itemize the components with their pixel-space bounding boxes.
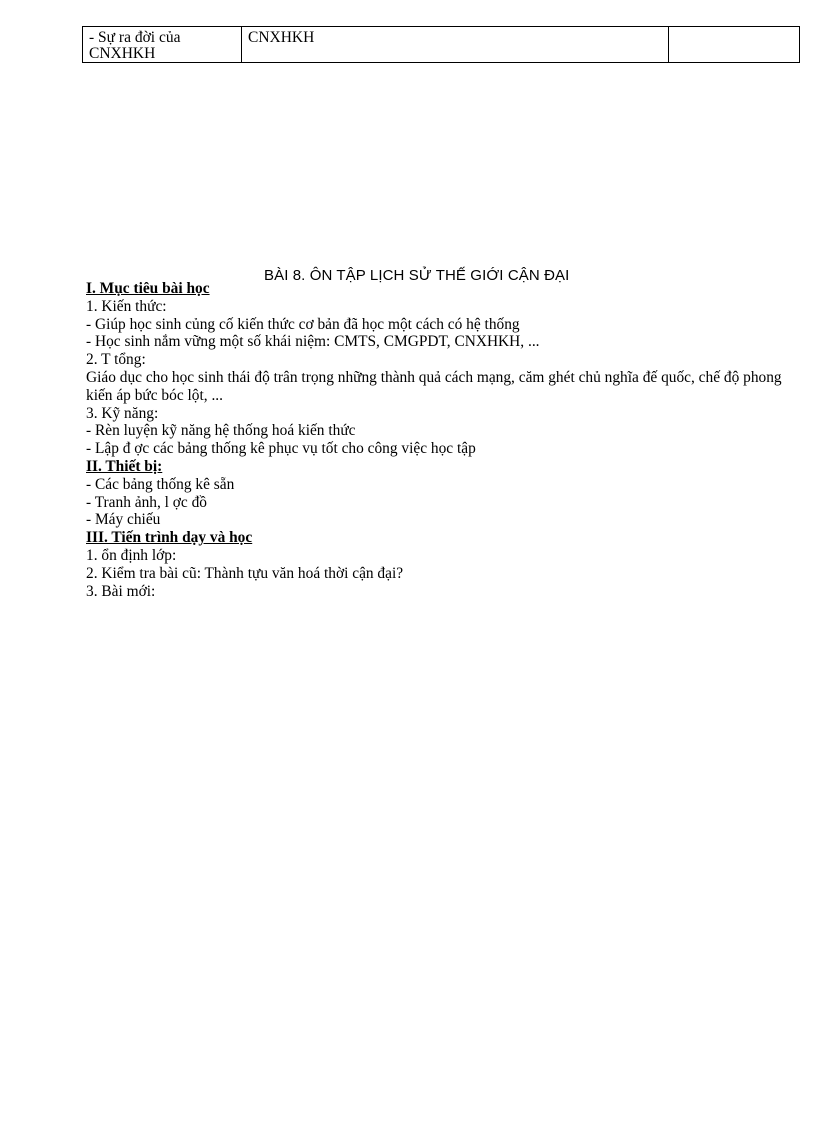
section-heading-equipment: II. Thiết bị: (86, 457, 163, 475)
subsection-knowledge: 1. Kiến thức: (86, 297, 167, 315)
table-cell-topic (83, 27, 242, 63)
list-item: 3. Bài mới: (86, 582, 156, 600)
table-cell-empty (669, 27, 800, 63)
subsection-attitude: 2. T tổng: (86, 351, 146, 369)
table-cell-content (242, 27, 669, 63)
subsection-skills: 3. Kỹ năng: (86, 404, 159, 422)
list-item: 2. Kiểm tra bài cũ: Thành tựu văn hoá thời cận đại? (86, 564, 404, 582)
list-item: - Học sinh nắm vững một số khái niệm: CMTS, CMGPDT, CNXHKH, ... (86, 333, 540, 351)
section-heading-procedure: III. Tiến trình dạy và học (86, 529, 253, 547)
list-item: - Lập đ ợc các bảng thống kê phục vụ tốt cho công việc học tập (86, 440, 476, 458)
list-item: - Máy chiếu (86, 511, 161, 529)
table-cell-text: CNXHKH (248, 29, 315, 46)
list-item: 1. ổn định lớp: (86, 546, 177, 564)
list-item: - Các bảng thống kê sẵn (86, 475, 235, 493)
list-item: - Giúp học sinh củng cố kiến thức cơ bản đã học một cách có hệ thống (86, 315, 520, 333)
section-heading-objectives: I. Mục tiêu bài học (86, 280, 210, 297)
lesson-content (86, 280, 798, 600)
lesson-title: BÀI 8. ÔN TẬP LỊCH SỬ THẾ GIỚI CẬN ĐẠI (264, 267, 570, 284)
list-item: - Rèn luyện kỹ năng hệ thống hoá kiến thức (86, 422, 356, 440)
list-item: - Tranh ảnh, l ợc đồ (86, 493, 207, 511)
summary-table (82, 26, 800, 63)
table-cell-text: - Sự ra đời của CNXHKH (89, 29, 181, 62)
paragraph: Giáo dục cho học sinh thái độ trân trọng những thành quả cách mạng, căm ghét chủ nghĩa đế quốc, chế độ phong kiến áp bức bóc lột, ... (86, 368, 782, 404)
table-row (83, 27, 800, 63)
